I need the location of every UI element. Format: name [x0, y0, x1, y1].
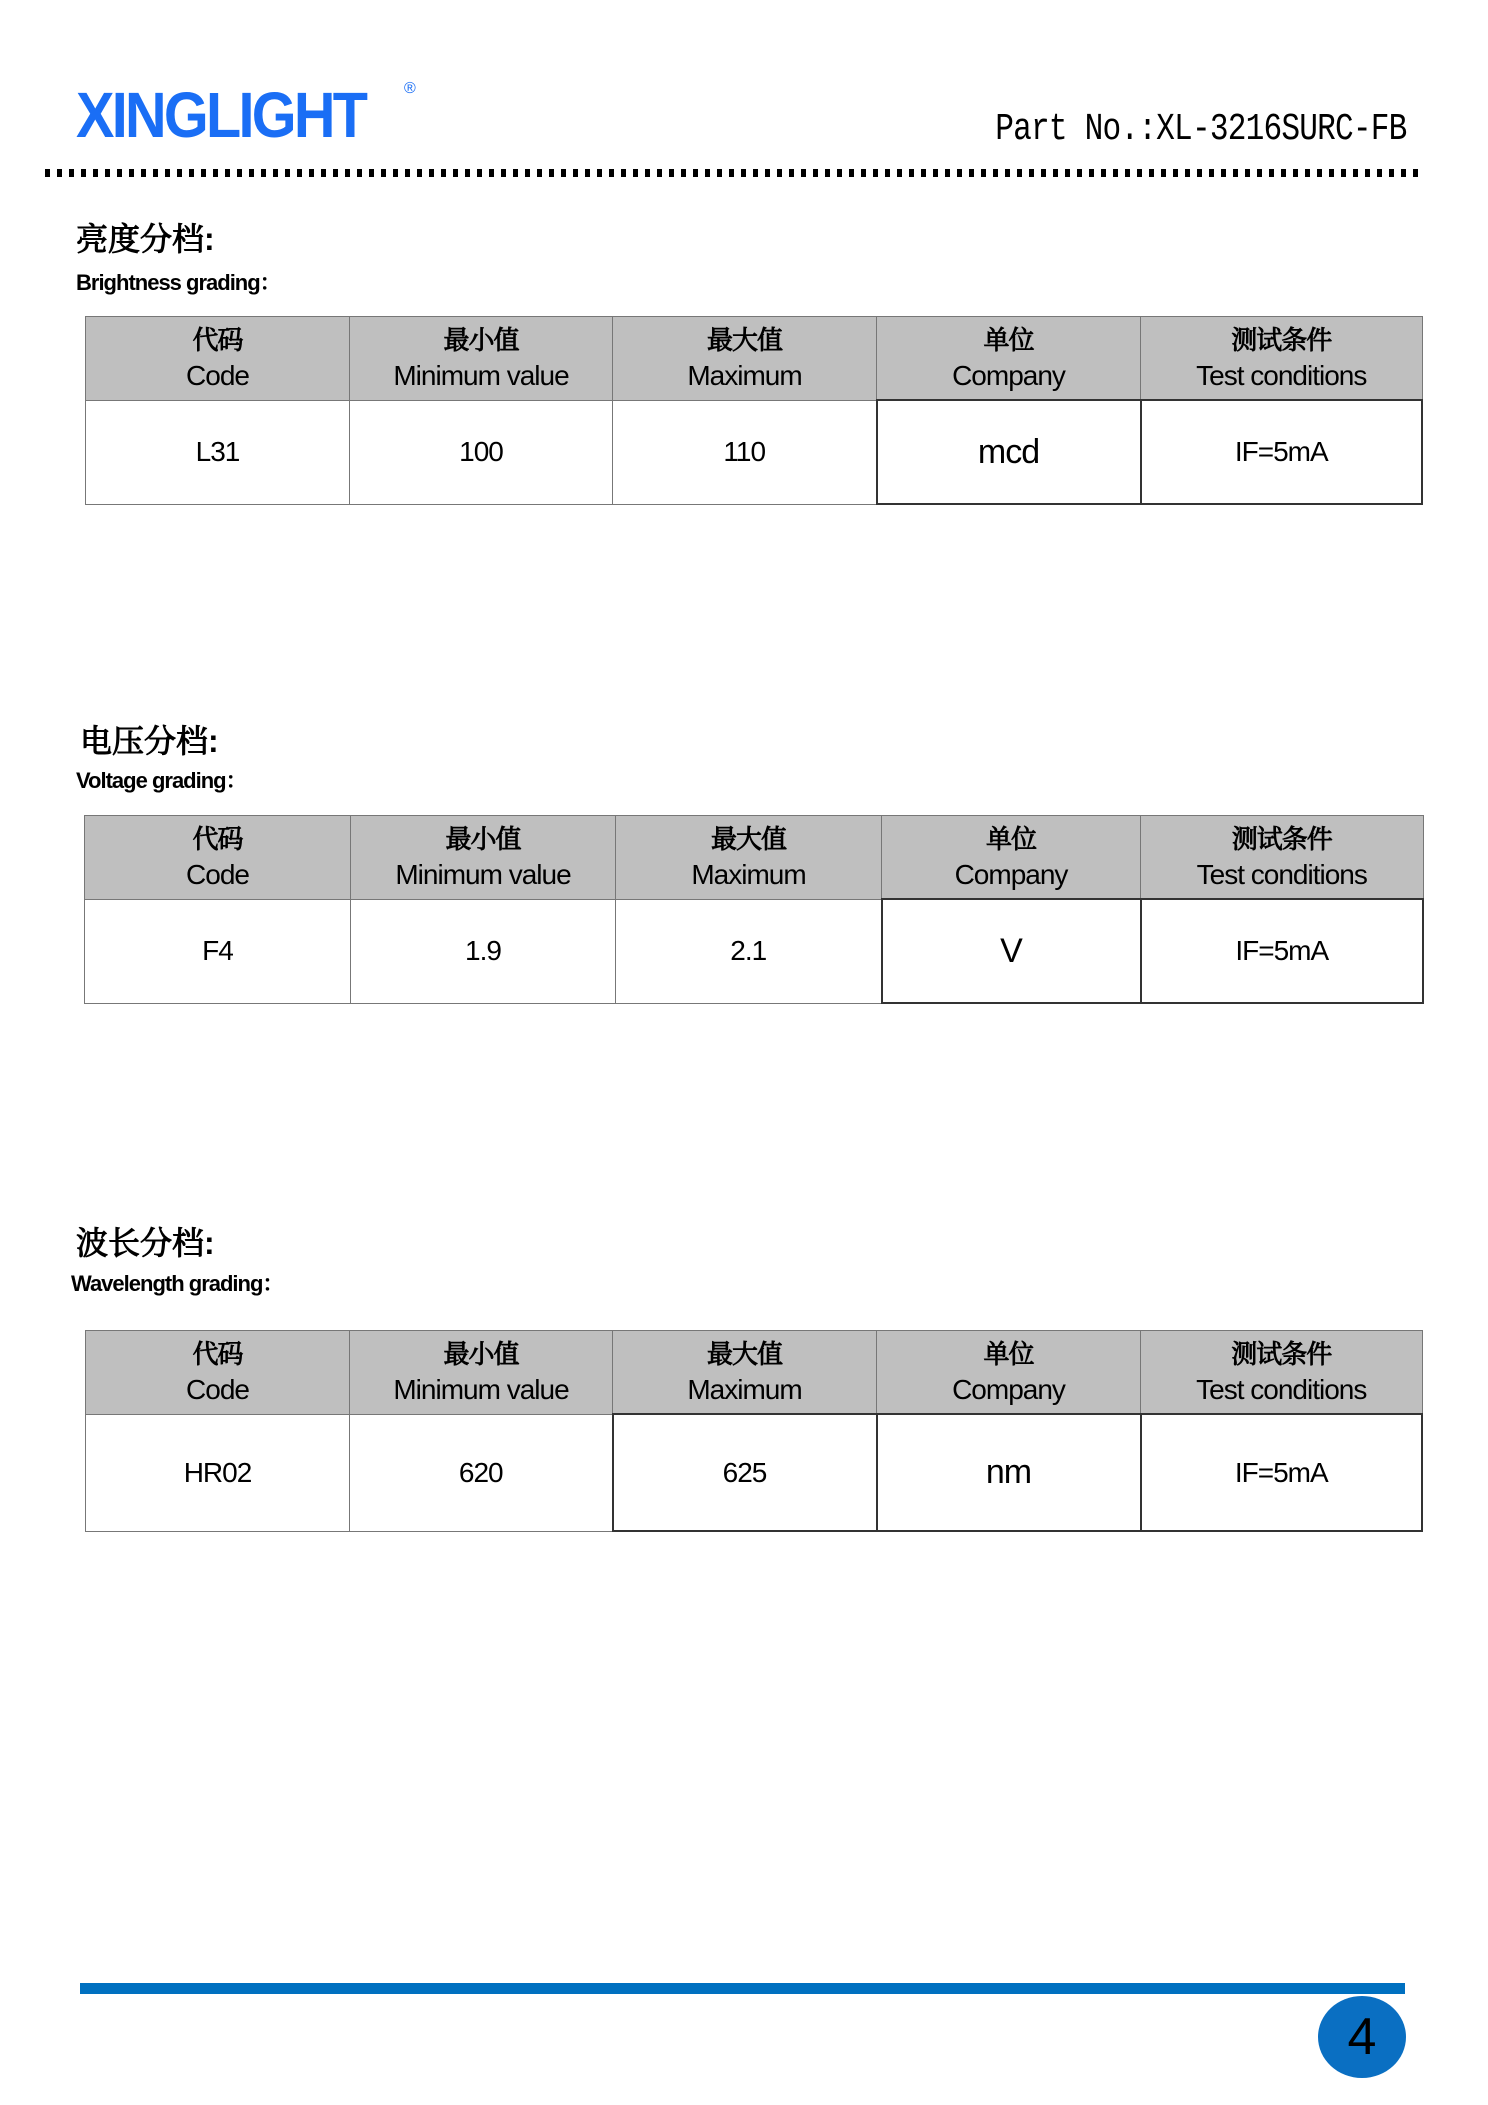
- table-row: [86, 1414, 1423, 1531]
- footer-bar: [80, 1983, 1405, 1994]
- cell-min: 100: [350, 400, 613, 504]
- section-title-en: Wavelength grading：: [71, 1271, 284, 1296]
- table-header-row: [86, 1331, 1423, 1415]
- table-header-row: [85, 816, 1424, 900]
- cell-max: 2.1: [616, 899, 882, 1003]
- cell-code: HR02: [86, 1414, 350, 1531]
- header-min: 最小值 Minimum value: [351, 816, 616, 900]
- header-max: 最大值 Maximum: [613, 1331, 877, 1415]
- header-code: 代码 Code: [86, 1331, 350, 1415]
- header-test: 测试条件 Test conditions: [1141, 1331, 1423, 1415]
- cell-min: 620: [350, 1414, 613, 1531]
- header-test: 测试条件 Test conditions: [1141, 816, 1424, 900]
- section-title-en: Brightness grading：: [76, 270, 281, 295]
- brightness-grading-table: [85, 316, 1423, 505]
- registered-mark: ®: [404, 80, 416, 97]
- cell-code: L31: [86, 400, 350, 504]
- company-logo: XINGLIGHT: [76, 79, 366, 151]
- wavelength-grading-table: [85, 1330, 1423, 1532]
- header-min: 最小值 Minimum value: [350, 1331, 613, 1415]
- header-unit: 单位 Company: [877, 317, 1141, 401]
- cell-max: 110: [613, 400, 877, 504]
- cell-min: 1.9: [351, 899, 616, 1003]
- section-title-cn: 波长分档:: [76, 1225, 215, 1261]
- cell-unit: V: [882, 899, 1141, 1003]
- page-number: 4: [1347, 2008, 1377, 2066]
- header-max: 最大值 Maximum: [613, 317, 877, 401]
- cell-test: IF=5mA: [1141, 899, 1424, 1003]
- cell-test: IF=5mA: [1141, 400, 1423, 504]
- cell-unit: mcd: [877, 400, 1141, 504]
- header-code: 代码 Code: [85, 816, 351, 900]
- header-divider: [45, 169, 1425, 177]
- header-unit: 单位 Company: [882, 816, 1141, 900]
- cell-max: 625: [613, 1414, 877, 1531]
- table-header-row: [86, 317, 1423, 401]
- page-number-badge: [1318, 1996, 1406, 2078]
- header-unit: 单位 Company: [877, 1331, 1141, 1415]
- table-row: [85, 899, 1424, 1003]
- cell-code: F4: [85, 899, 351, 1003]
- section-title-en: Voltage grading：: [76, 768, 247, 793]
- table-row: [86, 400, 1423, 504]
- cell-unit: nm: [877, 1414, 1141, 1531]
- cell-test: IF=5mA: [1141, 1414, 1423, 1531]
- header-test: 测试条件 Test conditions: [1141, 317, 1423, 401]
- voltage-grading-table: [84, 815, 1424, 1004]
- header-code: 代码 Code: [86, 317, 350, 401]
- part-number: Part No.:XL-3216SURC-FB: [994, 108, 1406, 151]
- section-title-cn: 电压分档:: [80, 723, 219, 759]
- header-min: 最小值 Minimum value: [350, 317, 613, 401]
- header-max: 最大值 Maximum: [616, 816, 882, 900]
- section-title-cn: 亮度分档:: [76, 221, 215, 257]
